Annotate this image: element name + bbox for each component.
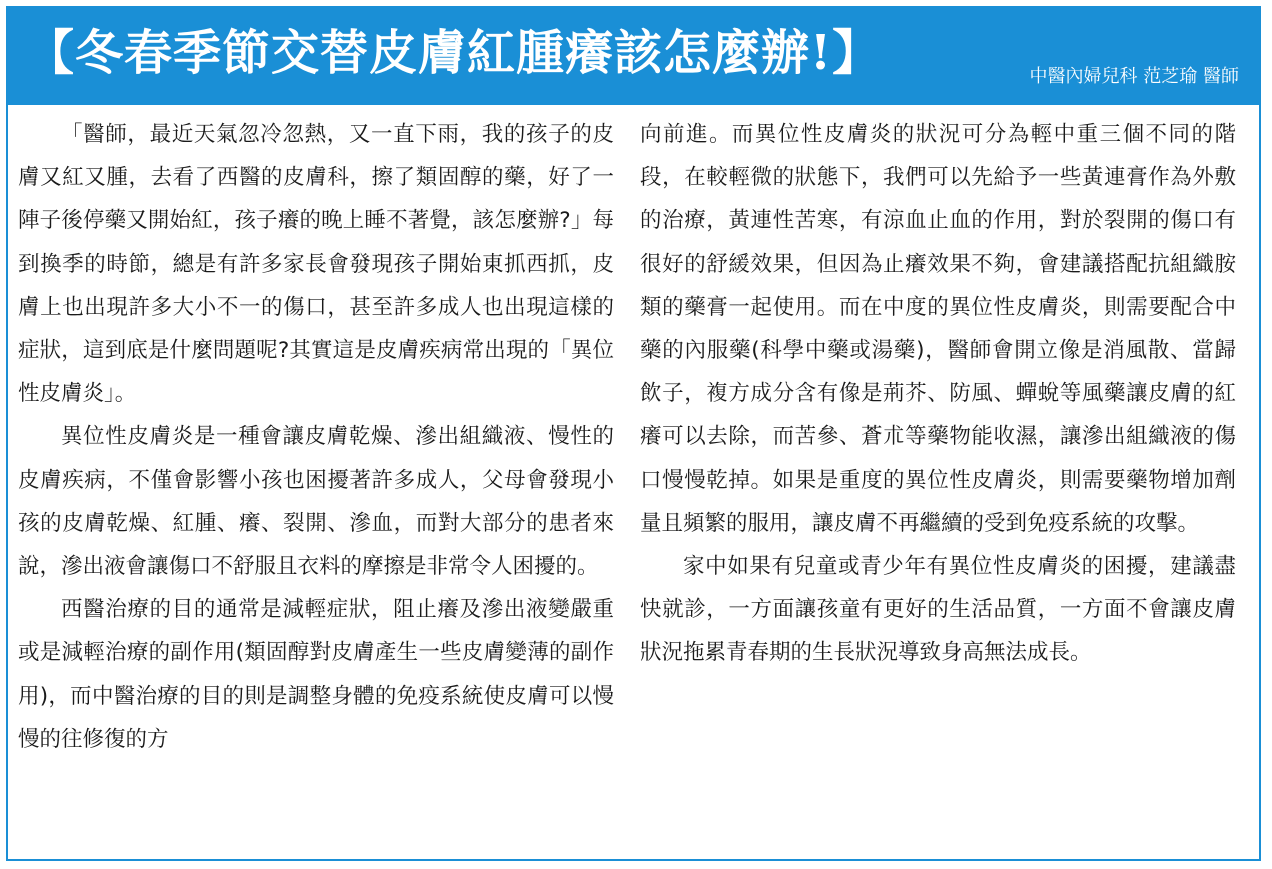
- title-banner: [8, 8, 1259, 105]
- paragraph: 家中如果有兒童或青少年有異位性皮膚炎的困擾，建議盡快就診，一方面讓孩童有更好的生活品質，一方面不會讓皮膚狀況拖累青春期的生長狀況導致身高無法成長。: [640, 554, 1236, 666]
- paragraph: 「醫師，最近天氣忽冷忽熱，又一直下雨，我的孩子的皮膚又紅又腫，去看了西醫的皮膚科，擦了類固醇的藥，好了一陣子後停藥又開始紅，孩子癢的晚上睡不著覺，該怎麼辦?」每到換季的時節，總是有許多家長會發現孩子開始東抓西抓，皮膚上也出現許多大小不一的傷口，甚至許多成人也出現這樣的症狀，這到底是什麼問題呢?其實這是皮膚疾病常出現的「異位性皮膚炎」。: [18, 122, 614, 407]
- right-column: [640, 113, 1236, 675]
- paragraph: 西醫治療的目的通常是減輕症狀，阻止癢及滲出液變嚴重或是減輕治療的副作用(類固醇對皮膚產生一些皮膚變薄的副作用)，而中醫治療的目的則是調整身體的免疫系統使皮膚可以慢慢的往修復的方: [18, 597, 614, 752]
- author-byline: 中醫內婦兒科 范芝瑜 醫師: [1029, 66, 1239, 87]
- article-title: 【冬春季節交替皮膚紅腫癢該怎麼辦!】: [26, 25, 882, 81]
- paragraph: 異位性皮膚炎是一種會讓皮膚乾燥、滲出組織液、慢性的皮膚疾病，不僅會影響小孩也困擾著許多成人，父母會發現小孩的皮膚乾燥、紅腫、癢、裂開、滲血，而對大部分的患者來說，滲出液會讓傷口不舒服且衣料的摩擦是非常令人困擾的。: [18, 424, 614, 580]
- left-column: [18, 113, 614, 761]
- paragraph-continued: 向前進。而異位性皮膚炎的狀況可分為輕中重三個不同的階段，在較輕微的狀態下，我們可以先給予一些黃連膏作為外敷的治療，黃連性苦寒，有涼血止血的作用，對於裂開的傷口有很好的舒緩效果，但因為止癢效果不夠，會建議搭配抗組織胺類的藥膏一起使用。而在中度的異位性皮膚炎，則需要配合中藥的內服藥(科學中藥或湯藥)，醫師會開立像是消風散、當歸飲子，複方成分含有像是荊芥、防風、蟬蛻等風藥讓皮膚的紅癢可以去除，而苦參、蒼朮等藥物能收濕，讓滲出組織液的傷口慢慢乾掉。如果是重度的異位性皮膚炎，則需要藥物增加劑量且頻繁的服用，讓皮膚不再繼續的受到免疫系統的攻擊。: [640, 122, 1236, 536]
